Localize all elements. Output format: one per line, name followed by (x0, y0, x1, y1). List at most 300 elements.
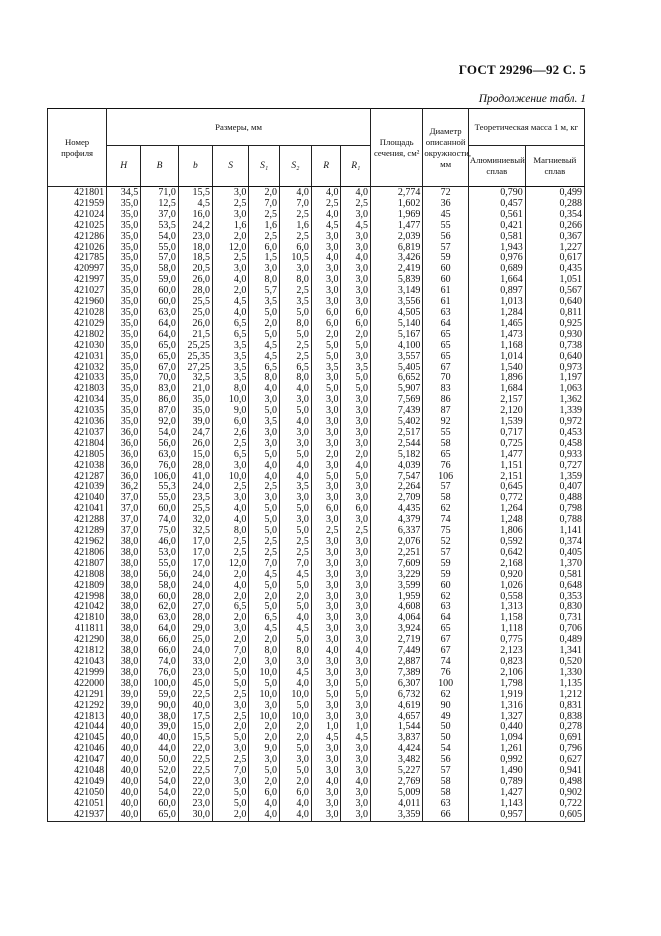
table-cell: 1,6 (249, 221, 280, 232)
table-cell: 63 (423, 308, 469, 319)
table-cell: 5,0 (341, 690, 371, 701)
table-cell: 421046 (48, 744, 107, 755)
table-cell: 0,453 (525, 428, 584, 439)
table-cell: 4,0 (212, 515, 248, 526)
table-cell: 25,0 (178, 308, 212, 319)
table-cell: 36,0 (107, 428, 141, 439)
table-cell: 61 (423, 297, 469, 308)
table-cell: 4,5 (341, 221, 371, 232)
table-cell: 3,0 (341, 264, 371, 275)
table-cell: 2,0 (249, 592, 280, 603)
table-cell: 4,5 (311, 221, 341, 232)
table-cell: 421805 (48, 450, 107, 461)
table-cell: 0,561 (468, 210, 525, 221)
table-cell: 2,5 (212, 537, 248, 548)
table-cell: 4,100 (371, 341, 423, 352)
table-cell: 2,5 (212, 482, 248, 493)
table-cell: 63 (423, 602, 469, 613)
table-cell: 0,775 (468, 635, 525, 646)
table-cell: 0,798 (525, 504, 584, 515)
table-cell: 60 (423, 275, 469, 286)
table-cell: 2,5 (280, 286, 312, 297)
table-cell: 5,0 (311, 352, 341, 363)
table-cell: 3,0 (311, 286, 341, 297)
table-cell: 3,482 (371, 755, 423, 766)
table-cell: 55 (423, 428, 469, 439)
table-cell: 1,6 (280, 221, 312, 232)
table-cell: 421998 (48, 592, 107, 603)
table-cell: 40,0 (107, 712, 141, 723)
table-cell: 3,5 (212, 352, 248, 363)
table-cell: 45 (423, 210, 469, 221)
table-cell: 3,0 (341, 788, 371, 799)
table-cell: 8,0 (249, 646, 280, 657)
table-cell: 38,0 (107, 668, 141, 679)
table-cell: 5,0 (212, 788, 248, 799)
table-cell: 6,0 (249, 788, 280, 799)
table-cell: 4,0 (212, 504, 248, 515)
table-cell: 74 (423, 515, 469, 526)
table-cell: 56,0 (141, 570, 179, 581)
table-cell: 2,774 (371, 187, 423, 199)
table-cell: 0,640 (525, 352, 584, 363)
table-cell: 0,642 (468, 548, 525, 559)
table-cell: 421042 (48, 602, 107, 613)
table-cell: 59,0 (141, 275, 179, 286)
table-cell: 58,0 (141, 581, 179, 592)
table-cell: 5,0 (280, 406, 312, 417)
table-cell: 3,0 (311, 701, 341, 712)
table-cell: 70,0 (141, 373, 179, 384)
table-cell: 66,0 (141, 635, 179, 646)
table-cell: 65,0 (141, 341, 179, 352)
table-cell: 24,0 (178, 646, 212, 657)
table-cell: 3,0 (311, 428, 341, 439)
table-cell: 3,557 (371, 352, 423, 363)
table-cell: 5,0 (280, 526, 312, 537)
table-cell: 6,732 (371, 690, 423, 701)
table-cell: 0,458 (525, 439, 584, 450)
table-cell: 3,0 (341, 482, 371, 493)
table-cell: 76,0 (141, 461, 179, 472)
table-cell: 63,0 (141, 613, 179, 624)
table-cell: 3,0 (311, 373, 341, 384)
table-cell: 6,5 (249, 613, 280, 624)
table-cell: 58 (423, 777, 469, 788)
table-cell: 8,0 (280, 319, 312, 330)
table-cell: 38,0 (107, 624, 141, 635)
table-cell: 40,0 (107, 733, 141, 744)
table-cell: 4,0 (341, 187, 371, 199)
table-cell: 5,0 (280, 635, 312, 646)
table-cell: 4,0 (249, 799, 280, 810)
table-cell: 35,0 (107, 341, 141, 352)
table-cell: 36,0 (107, 439, 141, 450)
table-cell: 9,0 (212, 406, 248, 417)
table-row (48, 461, 585, 472)
table-cell: 4,0 (341, 777, 371, 788)
table-cell: 0,706 (525, 624, 584, 635)
table-cell: 2,5 (212, 253, 248, 264)
table-cell: 60 (423, 264, 469, 275)
table-cell: 421045 (48, 733, 107, 744)
table-cell: 100 (423, 679, 469, 690)
table-cell: 38,0 (141, 712, 179, 723)
table-cell: 421960 (48, 297, 107, 308)
table-cell: 3,0 (341, 744, 371, 755)
table-cell: 38,0 (107, 570, 141, 581)
table-cell: 1,339 (525, 406, 584, 417)
table-cell: 3,0 (311, 744, 341, 755)
table-cell: 38,0 (107, 592, 141, 603)
table-cell: 421043 (48, 657, 107, 668)
table-cell: 9,0 (249, 744, 280, 755)
table-cell: 5,0 (311, 341, 341, 352)
table-cell: 35,0 (107, 308, 141, 319)
table-cell: 4,435 (371, 504, 423, 515)
table-cell: 421292 (48, 701, 107, 712)
table-cell: 2,5 (212, 755, 248, 766)
table-cell: 5,0 (212, 733, 248, 744)
table-cell: 3,0 (212, 777, 248, 788)
table-cell: 3,0 (311, 766, 341, 777)
col-header-sizes: Размеры, мм (107, 109, 371, 146)
table-cell: 56 (423, 755, 469, 766)
table-cell: 421999 (48, 668, 107, 679)
table-cell: 7,569 (371, 395, 423, 406)
table-cell: 421037 (48, 428, 107, 439)
table-cell: 5,0 (280, 504, 312, 515)
table-cell: 2,0 (212, 810, 248, 821)
table-cell: 3,0 (341, 712, 371, 723)
table-cell: 63,0 (141, 450, 179, 461)
table-cell: 0,567 (525, 286, 584, 297)
table-cell: 54,0 (141, 232, 179, 243)
table-cell: 421286 (48, 232, 107, 243)
table-cell: 1,063 (525, 384, 584, 395)
table-cell: 2,887 (371, 657, 423, 668)
table-cell: 421287 (48, 472, 107, 483)
table-cell: 3,0 (341, 210, 371, 221)
table-cell: 60,0 (141, 297, 179, 308)
table-cell: 6,5 (249, 363, 280, 374)
table-cell: 5,0 (311, 472, 341, 483)
table-cell: 55,3 (141, 482, 179, 493)
table-cell: 0,581 (525, 570, 584, 581)
table-cell: 1,490 (468, 766, 525, 777)
table-cell: 10,0 (249, 690, 280, 701)
table-cell: 38,0 (107, 613, 141, 624)
table-cell: 3,0 (311, 439, 341, 450)
table-cell: 8,0 (280, 373, 312, 384)
table-cell: 35,0 (107, 395, 141, 406)
table-cell: 6,0 (249, 243, 280, 254)
col-header-area: Площадь сечения, см² (371, 109, 423, 187)
table-cell: 2,5 (280, 210, 312, 221)
table-cell: 421047 (48, 755, 107, 766)
table-cell: 422000 (48, 679, 107, 690)
table-cell: 3,0 (249, 657, 280, 668)
table-cell: 0,925 (525, 319, 584, 330)
table-cell: 41,0 (178, 472, 212, 483)
table-cell: 100,0 (141, 679, 179, 690)
table-cell: 35,0 (107, 253, 141, 264)
table-continuation-label: Продолжение табл. 1 (478, 93, 586, 105)
table-cell: 5,0 (341, 373, 371, 384)
table-cell: 15,0 (178, 450, 212, 461)
table-cell: 3,0 (249, 428, 280, 439)
table-cell: 38,0 (107, 581, 141, 592)
table-cell: 57 (423, 482, 469, 493)
table-cell: 35,0 (107, 221, 141, 232)
table-cell: 1,943 (468, 243, 525, 254)
table-cell: 58 (423, 439, 469, 450)
table-cell: 2,5 (280, 352, 312, 363)
table-cell: 64,0 (141, 330, 179, 341)
table-cell: 38,0 (107, 559, 141, 570)
table-cell: 2,0 (280, 733, 312, 744)
table-cell: 2,0 (212, 635, 248, 646)
table-cell: 5,0 (249, 330, 280, 341)
table-cell: 4,0 (280, 472, 312, 483)
table-row (48, 690, 585, 701)
table-cell: 1,026 (468, 581, 525, 592)
table-cell: 1,798 (468, 679, 525, 690)
table-cell: 74,0 (141, 657, 179, 668)
table-cell: 2,5 (280, 548, 312, 559)
table-cell: 2,0 (280, 592, 312, 603)
table-cell: 5,0 (280, 766, 312, 777)
table-cell: 63 (423, 799, 469, 810)
col-header-R: R (311, 146, 341, 187)
table-cell: 5,405 (371, 363, 423, 374)
table-cell: 421034 (48, 395, 107, 406)
table-cell: 2,5 (341, 526, 371, 537)
table-cell: 38,0 (107, 646, 141, 657)
table-cell: 5,0 (280, 602, 312, 613)
table-cell: 17,5 (178, 712, 212, 723)
table-cell: 0,731 (525, 613, 584, 624)
table-cell: 58,0 (141, 264, 179, 275)
table-cell: 3,0 (341, 232, 371, 243)
table-cell: 17,0 (178, 559, 212, 570)
table-cell: 8,0 (249, 373, 280, 384)
table-cell: 6,5 (280, 363, 312, 374)
table-cell: 3,0 (311, 417, 341, 428)
table-cell: 35,0 (107, 264, 141, 275)
table-cell: 4,0 (311, 210, 341, 221)
table-cell: 0,278 (525, 722, 584, 733)
table-cell: 40,0 (107, 799, 141, 810)
table-cell: 5,0 (311, 384, 341, 395)
table-cell: 3,0 (341, 548, 371, 559)
table-cell: 421044 (48, 722, 107, 733)
table-cell: 35,0 (107, 275, 141, 286)
table-cell: 3,5 (341, 363, 371, 374)
table-cell: 22,0 (178, 788, 212, 799)
table-cell: 6,337 (371, 526, 423, 537)
table-cell: 1,197 (525, 373, 584, 384)
table-cell: 7,0 (212, 766, 248, 777)
table-cell: 3,0 (341, 352, 371, 363)
table-cell: 12,5 (141, 199, 179, 210)
table-cell: 0,266 (525, 221, 584, 232)
table-cell: 5,0 (280, 450, 312, 461)
table-body (48, 187, 585, 822)
table-cell: 2,5 (280, 341, 312, 352)
table-cell: 53,0 (141, 548, 179, 559)
table-cell: 1,143 (468, 799, 525, 810)
table-cell: 0,811 (525, 308, 584, 319)
table-cell: 4,0 (280, 461, 312, 472)
table-cell: 3,0 (311, 624, 341, 635)
col-header-S1: S₁ (249, 146, 280, 187)
table-cell: 0,691 (525, 733, 584, 744)
table-cell: 1,0 (311, 722, 341, 733)
table-cell: 421291 (48, 690, 107, 701)
table-cell: 8,0 (280, 275, 312, 286)
table-cell: 3,0 (311, 559, 341, 570)
table-row (48, 810, 585, 821)
table-cell: 4,0 (311, 187, 341, 199)
table-cell: 72 (423, 187, 469, 199)
table-cell: 2,123 (468, 646, 525, 657)
table-cell: 421036 (48, 417, 107, 428)
table-cell: 36,2 (107, 482, 141, 493)
table-cell: 3,5 (212, 363, 248, 374)
table-cell: 35,0 (107, 406, 141, 417)
table-cell: 3,0 (341, 559, 371, 570)
table-cell: 421785 (48, 253, 107, 264)
table-cell: 2,0 (249, 733, 280, 744)
table-cell: 5,0 (280, 744, 312, 755)
table-cell: 6,5 (212, 602, 248, 613)
table-cell: 421026 (48, 243, 107, 254)
col-header-diameter: Диаметр описанной окружности, мм (423, 109, 469, 187)
table-cell: 3,0 (341, 286, 371, 297)
table-cell: 3,0 (249, 701, 280, 712)
table-cell: 3,0 (249, 493, 280, 504)
table-cell: 4,5 (249, 624, 280, 635)
table-cell: 2,419 (371, 264, 423, 275)
table-cell: 3,0 (311, 810, 341, 821)
table-cell: 411811 (48, 624, 107, 635)
table-cell: 3,0 (341, 701, 371, 712)
table-cell: 4,0 (280, 613, 312, 624)
table-cell: 40,0 (107, 766, 141, 777)
table-cell: 1,362 (525, 395, 584, 406)
table-cell: 86 (423, 395, 469, 406)
profiles-table (47, 108, 585, 822)
table-cell: 2,120 (468, 406, 525, 417)
table-cell: 10,0 (249, 668, 280, 679)
table-cell: 74,0 (141, 515, 179, 526)
table-cell: 421027 (48, 286, 107, 297)
table-cell: 4,0 (341, 253, 371, 264)
table-cell: 3,0 (311, 275, 341, 286)
table-cell: 3,0 (280, 515, 312, 526)
table-cell: 0,367 (525, 232, 584, 243)
table-cell: 3,0 (311, 602, 341, 613)
table-cell: 39,0 (141, 722, 179, 733)
table-cell: 4,5 (280, 624, 312, 635)
table-cell: 3,0 (311, 755, 341, 766)
table-cell: 27,25 (178, 363, 212, 374)
table-cell: 0,405 (525, 548, 584, 559)
table-cell: 421041 (48, 504, 107, 515)
table-cell: 3,0 (341, 537, 371, 548)
table-cell: 3,0 (341, 570, 371, 581)
table-cell: 3,0 (341, 406, 371, 417)
table-cell: 2,0 (212, 570, 248, 581)
table-cell: 52 (423, 537, 469, 548)
table-cell: 2,151 (468, 472, 525, 483)
table-cell: 36,0 (107, 450, 141, 461)
table-cell: 421039 (48, 482, 107, 493)
table-cell: 4,0 (280, 417, 312, 428)
table-cell: 5,907 (371, 384, 423, 395)
table-cell: 5,167 (371, 330, 423, 341)
table-cell: 0,823 (468, 657, 525, 668)
table-cell: 3,0 (341, 428, 371, 439)
table-cell: 0,992 (468, 755, 525, 766)
table-cell: 3,0 (311, 232, 341, 243)
table-cell: 2,0 (280, 777, 312, 788)
table-cell: 4,0 (311, 253, 341, 264)
table-cell: 3,0 (311, 515, 341, 526)
table-cell: 421031 (48, 352, 107, 363)
table-cell: 3,0 (212, 493, 248, 504)
table-cell: 5,0 (280, 581, 312, 592)
table-cell: 4,0 (280, 187, 312, 199)
table-cell: 0,640 (525, 297, 584, 308)
table-cell: 3,0 (311, 264, 341, 275)
table-cell: 2,0 (212, 232, 248, 243)
table-row (48, 221, 585, 232)
table-cell: 6,0 (280, 243, 312, 254)
table-cell: 0,605 (525, 810, 584, 821)
table-cell: 36 (423, 199, 469, 210)
table-cell: 1,248 (468, 515, 525, 526)
table-cell: 2,517 (371, 428, 423, 439)
table-cell: 0,722 (525, 799, 584, 810)
table-cell: 40,0 (178, 701, 212, 712)
table-cell: 35,0 (107, 373, 141, 384)
table-cell: 64,0 (141, 624, 179, 635)
table-cell: 58 (423, 493, 469, 504)
table-cell: 2,0 (249, 722, 280, 733)
table-cell: 3,837 (371, 733, 423, 744)
table-cell: 8,0 (212, 384, 248, 395)
table-cell: 29,0 (178, 624, 212, 635)
table-cell: 20,5 (178, 264, 212, 275)
table-cell: 3,556 (371, 297, 423, 308)
table-cell: 421049 (48, 777, 107, 788)
table-cell: 27,0 (178, 602, 212, 613)
table-cell: 1,969 (371, 210, 423, 221)
table-cell: 25,0 (178, 635, 212, 646)
table-cell: 7,0 (249, 199, 280, 210)
table-cell: 26,0 (178, 275, 212, 286)
table-cell: 10,0 (280, 690, 312, 701)
table-cell: 0,976 (468, 253, 525, 264)
table-cell: 59,0 (141, 690, 179, 701)
table-cell: 0,772 (468, 493, 525, 504)
table-cell: 2,0 (249, 777, 280, 788)
col-header-mass: Теоретическая масса 1 м, кг (468, 109, 584, 146)
table-cell: 3,0 (212, 701, 248, 712)
table-cell: 3,0 (311, 635, 341, 646)
